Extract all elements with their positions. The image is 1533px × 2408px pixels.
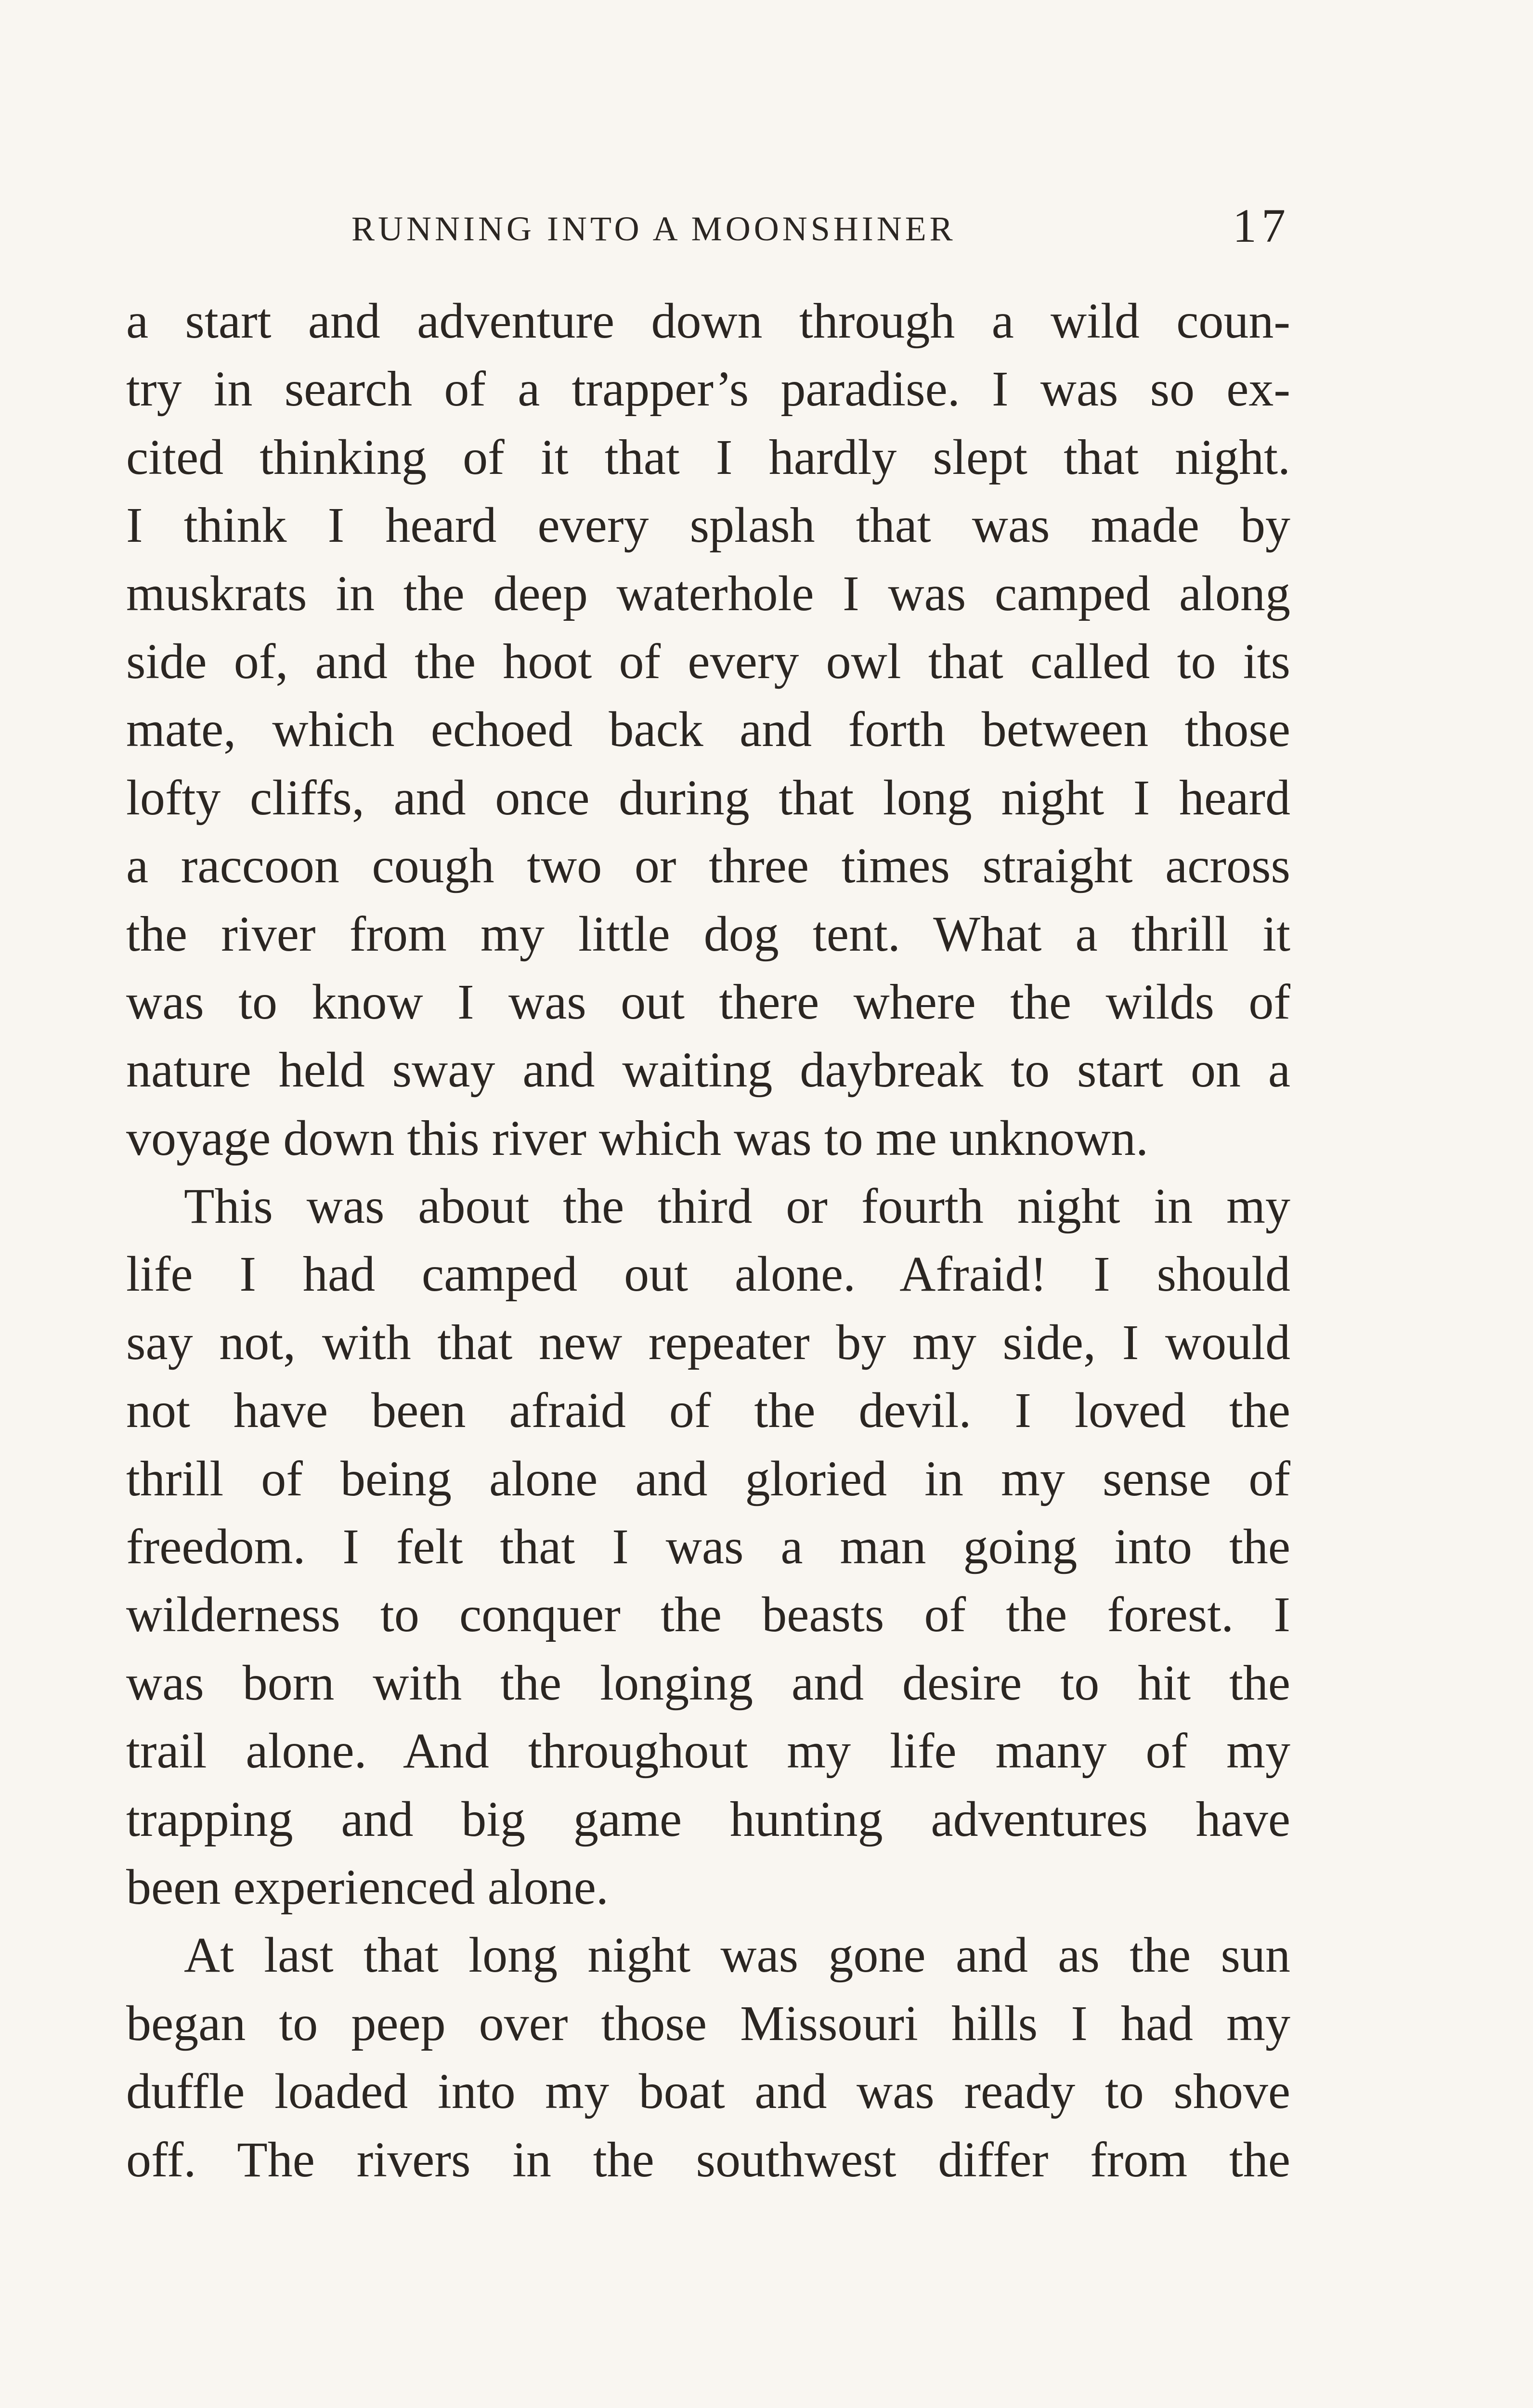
text-line: the river from my little dog tent. What a thrill it bbox=[126, 906, 1290, 962]
text-line: freedom. I felt that I was a man going into the bbox=[126, 1519, 1290, 1575]
text-line: not have been afraid of the devil. I loved the bbox=[126, 1383, 1290, 1439]
page-number: 17 bbox=[1233, 199, 1290, 252]
text-line: voyage down this river which was to me unknown. bbox=[126, 1110, 1148, 1166]
text-line: been experienced alone. bbox=[126, 1859, 609, 1915]
text-line: was born with the longing and desire to hit the bbox=[126, 1655, 1290, 1711]
text-line: This was about the third or fourth night in my bbox=[184, 1178, 1290, 1234]
running-title: RUNNING INTO A MOONSHINER bbox=[351, 209, 956, 248]
text-line: was to know I was out there where the wilds of bbox=[126, 974, 1290, 1030]
text-line: At last that long night was gone and as the sun bbox=[184, 1927, 1290, 1983]
text-line: lofty cliffs, and once during that long night I heard bbox=[126, 770, 1290, 825]
text-line: a raccoon cough two or three times straight across bbox=[126, 838, 1290, 894]
text-line: trapping and big game hunting adventures have bbox=[126, 1791, 1290, 1847]
text-line: began to peep over those Missouri hills I had my bbox=[126, 1995, 1290, 2051]
text-line: mate, which echoed back and forth between those bbox=[126, 702, 1290, 758]
text-line: trail alone. And throughout my life many of my bbox=[126, 1723, 1290, 1779]
text-line: try in search of a trapper’s paradise. I was so ex- bbox=[126, 361, 1290, 417]
text-line: life I had camped out alone. Afraid! I should bbox=[126, 1246, 1290, 1302]
text-line: thrill of being alone and gloried in my sense of bbox=[126, 1451, 1290, 1506]
text-line: cited thinking of it that I hardly slept that night. bbox=[126, 429, 1290, 485]
text-line: I think I heard every splash that was made by bbox=[126, 497, 1290, 553]
text-line: duffle loaded into my boat and was ready to shove bbox=[126, 2064, 1290, 2120]
text-line: wilderness to conquer the beasts of the forest. I bbox=[126, 1587, 1290, 1643]
text-line: say not, with that new repeater by my side, I would bbox=[126, 1314, 1290, 1370]
text-line: side of, and the hoot of every owl that called to its bbox=[126, 633, 1290, 689]
body-text bbox=[126, 287, 1290, 2194]
running-head bbox=[125, 199, 1290, 255]
text-line: muskrats in the deep waterhole I was camped along bbox=[126, 565, 1290, 621]
text-line: off. The rivers in the southwest differ from the bbox=[126, 2132, 1290, 2187]
text-line: nature held sway and waiting daybreak to start on a bbox=[126, 1042, 1290, 1098]
text-line: a start and adventure down through a wild coun- bbox=[126, 293, 1290, 349]
